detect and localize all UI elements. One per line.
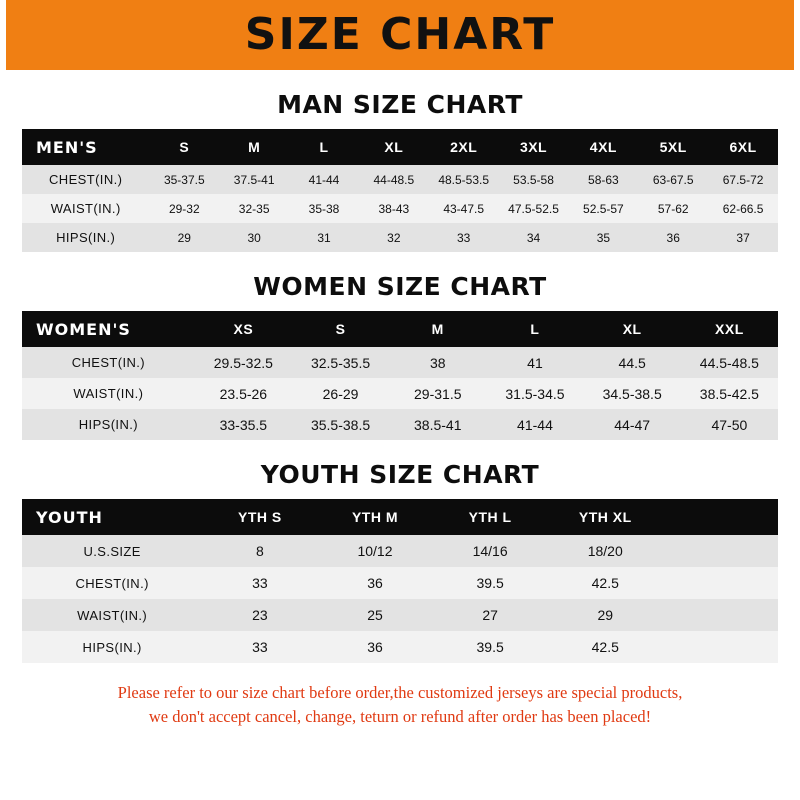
table-cell: 39.5 [476,575,504,591]
table-cell: 44.5 [618,354,646,371]
table-cell: 44-47 [614,416,651,433]
men-col-xl: XL [359,129,429,165]
youth-row-hips-label: HIPS(IN.) [82,639,142,655]
table-cell: 38.5-42.5 [699,385,759,402]
table-cell: 29 [177,230,191,245]
youth-col-l: YTH L [433,499,548,535]
table-cell: 32-35 [238,201,270,216]
header-banner [0,0,800,70]
men-col-s: S [149,129,219,165]
youth-col-empty [663,499,778,535]
youth-table-body [22,535,778,663]
women-col-s: S [292,311,389,347]
table-header-row [22,311,778,347]
table-row [22,165,778,194]
women-row-chest-label: CHEST(IN.) [71,355,146,370]
table-cell: 33 [252,575,268,591]
table-cell: 57-62 [657,201,689,216]
table-cell: 30 [247,230,261,245]
table-row [22,409,778,440]
table-row [22,194,778,223]
table-row [22,567,778,599]
women-col-xs: XS [195,311,292,347]
table-cell: 29-31.5 [414,385,462,402]
table-header-row [22,129,778,165]
table-cell: 34.5-38.5 [602,385,662,402]
chart-content [0,90,800,729]
table-cell: 44-48.5 [373,172,415,187]
women-table-head [22,311,778,347]
table-cell: 35-38 [308,201,340,216]
table-cell: 35 [596,230,611,245]
table-cell: 29.5-32.5 [213,354,273,371]
women-table-body [22,347,778,440]
men-col-6xl: 6XL [708,129,778,165]
table-cell: 14/16 [472,543,508,559]
women-col-xxl: XXL [681,311,778,347]
youth-row-ussize-label: U.S.SIZE [83,543,141,559]
youth-row-chest-label: CHEST(IN.) [75,575,149,591]
page-title: SIZE CHART [244,9,556,60]
table-cell: 47.5-52.5 [508,201,559,216]
men-col-3xl: 3XL [499,129,569,165]
table-cell: 26-29 [322,385,359,402]
youth-row-waist-label: WAIST(IN.) [77,607,148,623]
table-cell: 33-35.5 [219,416,268,433]
table-cell: 32.5-35.5 [310,354,371,371]
table-cell [663,567,778,599]
table-cell: 42.5 [591,575,619,591]
table-cell: 29 [597,607,614,623]
table-cell: 37 [736,230,750,245]
table-cell: 29-32 [168,201,200,216]
women-section-title: WOMEN SIZE CHART [253,272,547,301]
men-table-body [22,165,778,252]
women-col-xl: XL [584,311,681,347]
youth-col-xl: YTH XL [548,499,663,535]
men-col-2xl: 2XL [429,129,499,165]
men-col-4xl: 4XL [568,129,638,165]
women-row-waist-label: WAIST(IN.) [73,386,144,401]
table-cell: 32 [387,230,401,245]
table-cell: 18/20 [587,543,623,559]
women-size-table [22,311,778,440]
table-cell: 48.5-53.5 [438,172,490,187]
table-cell: 23 [252,607,268,623]
table-cell: 10/12 [357,543,393,559]
men-table-head [22,129,778,165]
table-cell: 58-63 [588,172,619,187]
table-cell: 38.5-41 [414,416,462,433]
table-cell: 38 [429,354,446,371]
men-row-chest-label: CHEST(IN.) [49,172,123,187]
table-cell: 44.5-48.5 [699,354,759,371]
men-row-waist-label: WAIST(IN.) [50,201,121,216]
table-cell: 39.5 [476,639,504,655]
table-cell: 25 [367,607,383,623]
table-cell: 53.5-58 [513,172,554,187]
table-cell: 31.5-34.5 [505,385,565,402]
men-header-label: MEN'S [22,129,149,165]
table-cell: 33 [457,230,471,245]
table-cell: 37.5-41 [233,172,275,187]
table-cell: 42.5 [591,639,619,655]
table-row [22,599,778,631]
table-cell: 36 [666,230,680,245]
youth-section-title: YOUTH SIZE CHART [260,460,540,489]
youth-col-s: YTH S [202,499,317,535]
table-cell: 38-43 [378,201,410,216]
notice-line-1: Please refer to our size chart before order,the customized jerseys are special products, [117,683,683,702]
table-cell: 67.5-72 [722,172,764,187]
women-header-label: WOMEN'S [22,311,195,347]
header-left-margin [0,0,6,70]
table-cell: 36 [367,639,383,655]
table-cell: 35-37.5 [163,172,205,187]
table-row [22,535,778,567]
table-row [22,378,778,409]
table-cell: 36 [367,575,383,591]
men-section-title: MAN SIZE CHART [277,90,523,119]
youth-header-label: YOUTH [22,499,202,535]
youth-size-table [22,499,778,663]
table-cell [663,535,778,567]
youth-table-head [22,499,778,535]
men-row-hips-label: HIPS(IN.) [56,230,116,245]
men-col-l: L [289,129,359,165]
order-notice [22,681,778,729]
women-row-hips-label: HIPS(IN.) [78,417,138,432]
table-cell: 47-50 [711,416,748,433]
men-col-5xl: 5XL [638,129,708,165]
table-cell: 41-44 [308,172,340,187]
men-size-table [22,129,778,252]
women-col-m: M [389,311,486,347]
header-right-margin [794,0,800,70]
table-header-row [22,499,778,535]
notice-line-2: we don't accept cancel, change, teturn or refund after order has been placed! [148,706,652,726]
table-cell: 41-44 [517,416,553,433]
table-cell: 33 [252,639,268,655]
table-cell [663,599,778,631]
table-row [22,223,778,252]
table-cell: 27 [482,607,498,623]
table-cell: 43-47.5 [443,201,485,216]
table-cell: 41 [527,354,543,371]
table-cell: 23.5-26 [219,385,268,402]
table-row [22,347,778,378]
table-cell: 62-66.5 [722,201,764,216]
table-cell: 63-67.5 [652,172,694,187]
table-cell [663,631,778,663]
table-cell: 31 [317,230,331,245]
table-cell: 34 [526,230,541,245]
youth-col-m: YTH M [317,499,432,535]
men-col-m: M [219,129,289,165]
table-cell: 52.5-57 [583,201,624,216]
table-cell: 8 [255,543,264,559]
table-cell: 35.5-38.5 [310,416,371,433]
women-col-l: L [486,311,583,347]
table-row [22,631,778,663]
